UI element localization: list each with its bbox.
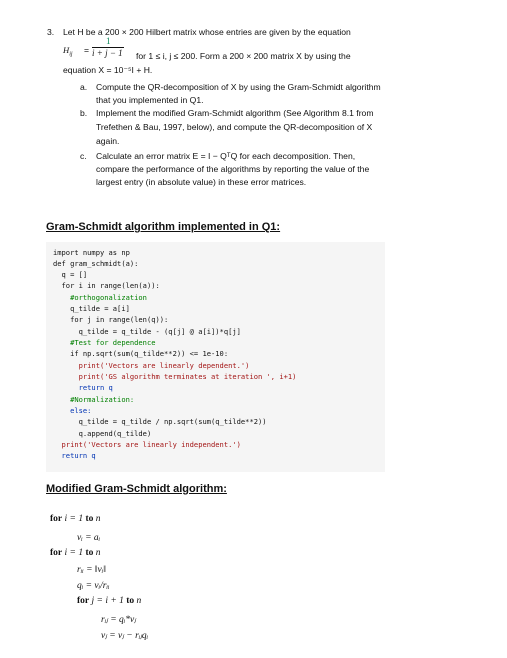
part-c-label: c. [80, 151, 87, 161]
part-b-line: Implement the modified Gram-Schmidt algorithm (See Algorithm 8.1 from [96, 108, 374, 118]
fraction-numerator: 1 [106, 36, 111, 46]
code-line: q = [] [53, 270, 88, 279]
algorithm-line: vᵢ = aᵢ [77, 533, 101, 543]
code-line: print('Vectors are linearly independent.') [53, 440, 241, 449]
part-b-line: again. [96, 136, 120, 146]
algorithm-line: vⱼ = vⱼ − rᵢⱼqᵢ [101, 631, 149, 641]
part-a-label: a. [80, 82, 88, 92]
part-c-line: largest entry (in absolute value) in these error matrices. [96, 177, 307, 187]
code-line: print('Vectors are linearly dependent.') [53, 361, 250, 370]
code-line: #Test for dependence [53, 338, 156, 347]
code-line: import numpy as np [53, 248, 130, 257]
hilbert-condition: for 1 ≤ i, j ≤ 200. Form a 200 × 200 matrix X by using the [136, 51, 351, 61]
algorithm-line: for i = 1 to n [50, 548, 101, 558]
code-line: else: [53, 406, 92, 415]
code-line: return q [53, 451, 96, 460]
code-line: q_tilde = q_tilde - (q[j] @ a[i])*q[j] [53, 327, 241, 336]
part-a-line: Compute the QR-decomposition of X by using the Gram-Schmidt algorithm [96, 82, 381, 92]
code-line: for j in range(len(q)): [53, 315, 169, 324]
part-b-label: b. [80, 108, 88, 118]
code-block [46, 242, 385, 472]
part-b-line: Trefethen & Bau, 1997, below), and compute the QR-decomposition of X [96, 122, 373, 132]
q1-heading: Gram-Schmidt algorithm implemented in Q1: [46, 221, 281, 233]
equals-sign: = [84, 45, 90, 55]
code-line: def gram_schmidt(a): [53, 259, 139, 268]
problem-intro: Let H be a 200 × 200 Hilbert matrix whose entries are given by the equation [63, 27, 351, 37]
algorithm-line: qᵢ = vᵢ/rᵢᵢ [77, 581, 110, 591]
algorithm-line: rᵢᵢ = ‖vᵢ‖ [77, 565, 106, 575]
code-line: if np.sqrt(sum(q_tilde**2)) <= 1e-10: [53, 349, 229, 358]
hilbert-fraction [92, 36, 128, 62]
part-c-line: compare the performance of the algorithms by reporting the value of the [96, 164, 370, 174]
algorithm-line: for j = i + 1 to n [77, 596, 142, 606]
code-line: print('GS algorithm terminates at iteration ', i+1) [53, 372, 297, 381]
code-line: #orthogonalization [53, 293, 147, 302]
mgs-heading: Modified Gram-Schmidt algorithm: [46, 483, 227, 495]
part-c-line: Calculate an error matrix E = I − QᵀQ for each decomposition. Then, [96, 151, 356, 161]
hilbert-lhs: $H_{ij}$ [63, 45, 73, 58]
matrix-x-equation: equation X = 10⁻⁵I + H. [63, 65, 153, 75]
code-line: #Normalization: [53, 395, 135, 404]
code-line: for i in range(len(a)): [53, 281, 160, 290]
problem-number: 3. [47, 27, 55, 37]
code-line: q_tilde = a[i] [53, 304, 130, 313]
code-line: q.append(q_tilde) [53, 429, 152, 438]
algorithm-line: rᵢⱼ = qᵢ*vⱼ [101, 615, 136, 625]
code-line: return q [53, 383, 113, 392]
part-a-line: that you implemented in Q1. [96, 95, 204, 105]
fraction-denominator: i + j − 1 [92, 48, 123, 58]
algorithm-line: for i = 1 to n [50, 514, 101, 524]
code-line: q_tilde = q_tilde / np.sqrt(sum(q_tilde**2)) [53, 417, 267, 426]
